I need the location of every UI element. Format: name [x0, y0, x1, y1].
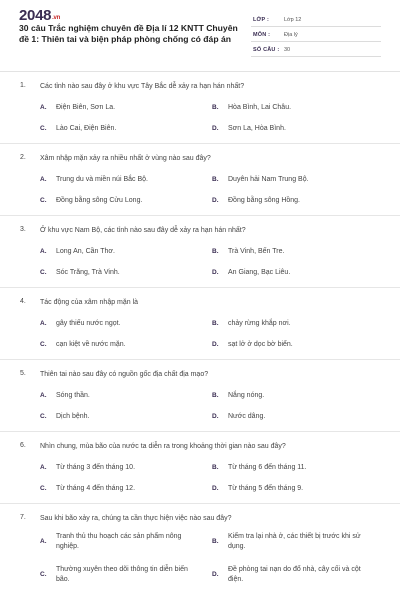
option-label: C. [40, 413, 47, 420]
option-text: Từ tháng 5 đến tháng 9. [228, 485, 304, 492]
option-label: A. [40, 320, 47, 327]
option-text: sạt lở ở dọc bờ biển. [228, 341, 293, 348]
question-text: Thiên tai nào sau đây có nguồn gốc địa chất địa mạo? [40, 371, 209, 378]
option-text: Đề phòng tai nạn do đổ nhà, cây cối và cột điện. [228, 566, 361, 583]
option-label: A. [40, 392, 47, 399]
option-label: B. [212, 392, 219, 399]
meta-subject [251, 28, 381, 42]
question-text: Các tỉnh nào sau đây ở khu vực Tây Bắc dễ xảy ra hạn hán nhất? [40, 83, 245, 90]
question-list [0, 72, 400, 600]
option-label: C. [40, 125, 47, 132]
option-text: Nước dâng. [228, 413, 266, 420]
question-text: Tác động của xâm nhập mặn là [40, 299, 139, 306]
meta-subject-value: Địa lý [284, 32, 298, 38]
option-text: Hòa Bình, Lai Châu. [228, 104, 292, 111]
option-text: Lào Cai, Điện Biên. [56, 125, 117, 132]
question-item [0, 216, 400, 288]
option-text: Từ tháng 4 đến tháng 12. [56, 485, 136, 492]
option-label: D. [212, 125, 219, 132]
option-text: Điện Biên, Sơn La. [56, 104, 116, 111]
option-label: B. [212, 104, 219, 111]
option-label: C. [40, 269, 47, 276]
option-text: Trà Vinh, Bến Tre. [228, 248, 285, 255]
option-label: A. [40, 464, 47, 471]
option-text: Đồng bằng sông Cửu Long. [56, 197, 143, 204]
question-item [0, 288, 400, 360]
question-text: Sau khi bão xảy ra, chúng ta cần thực hiện việc nào sau đây? [40, 515, 232, 522]
option-text: Long An, Cần Thơ. [56, 248, 115, 255]
option-text: Duyên hải Nam Trung Bộ. [228, 176, 309, 183]
option-text: Thường xuyên theo dõi thông tin diễn biến bão. [56, 566, 188, 583]
option-label: D. [212, 197, 219, 204]
question-text: Xâm nhập mặn xảy ra nhiều nhất ở vùng nào sau đây? [40, 155, 211, 162]
option-text: Tranh thủ thu hoạch các sản phẩm nông nghiệp. [56, 533, 182, 550]
option-text: chảy rừng khắp nơi. [228, 320, 291, 327]
option-text: cạn kiệt về nước mặn. [56, 341, 126, 348]
option-text: Sóng thần. [56, 392, 90, 399]
question-text: Nhìn chung, mùa bão của nước ta diễn ra trong khoảng thời gian nào sau đây? [40, 443, 286, 450]
question-text: Ở khu vực Nam Bộ, các tỉnh nào sau đây dễ xảy ra hạn hán nhất? [40, 227, 246, 234]
option-label: D. [212, 485, 219, 492]
option-label: D. [212, 341, 219, 348]
option-text: Đồng bằng sông Hồng. [228, 197, 300, 204]
document-title: 30 câu Trắc nghiệm chuyên đề Địa lí 12 KNTT Chuyên đề 1: Thiên tai và biện pháp phòng chống có đáp án [19, 23, 238, 44]
option-text: Nắng nóng. [228, 392, 265, 399]
option-label: B. [212, 464, 219, 471]
question-item [0, 72, 400, 144]
option-label: B. [212, 538, 219, 545]
question-item [0, 360, 400, 432]
option-label: A. [40, 104, 47, 111]
question-item [0, 432, 400, 504]
option-label: C. [40, 197, 47, 204]
meta-grade-value: Lớp 12 [284, 17, 302, 23]
option-text: Kiểm tra lại nhà ở, các thiết bị trước khi sử dụng. [228, 533, 361, 550]
question-number: 2. [20, 154, 26, 161]
option-text: Dịch bệnh. [56, 413, 90, 420]
question-number: 7. [20, 514, 26, 521]
option-label: D. [212, 413, 219, 420]
page-header [0, 0, 400, 64]
option-label: D. [212, 269, 219, 276]
meta-grade-key: LỚP : [253, 17, 269, 23]
option-label: D. [212, 571, 219, 578]
option-text: An Giang, Bạc Liêu. [228, 269, 291, 276]
option-text: gây thiếu nước ngọt. [56, 320, 121, 327]
option-text: Từ tháng 6 đến tháng 11. [228, 464, 307, 471]
meta-count-value: 30 [284, 47, 291, 53]
meta-grade [251, 13, 381, 27]
option-text: Sóc Trăng, Trà Vinh. [56, 269, 120, 276]
option-label: A. [40, 248, 47, 255]
site-logo[interactable] [19, 7, 60, 24]
meta-count-key: SỐ CÂU : [253, 47, 280, 53]
option-label: B. [212, 248, 219, 255]
question-number: 4. [20, 298, 26, 305]
question-item [0, 504, 400, 600]
question-number: 5. [20, 370, 26, 377]
meta-question-count [251, 43, 381, 57]
option-label: C. [40, 571, 47, 578]
question-number: 6. [20, 442, 26, 449]
option-label: C. [40, 341, 47, 348]
meta-subject-key: MÔN : [253, 32, 271, 38]
option-label: A. [40, 176, 47, 183]
option-label: B. [212, 320, 219, 327]
question-number: 1. [20, 82, 26, 89]
question-number: 3. [20, 226, 26, 233]
option-text: Trung du và miền núi Bắc Bộ. [56, 176, 148, 183]
question-item [0, 144, 400, 216]
option-text: Sơn La, Hòa Bình. [228, 125, 286, 132]
logo-text: 2048 [19, 7, 52, 24]
option-label: A. [40, 538, 47, 545]
option-label: C. [40, 485, 47, 492]
logo-suffix: .vn [52, 15, 60, 21]
option-text: Từ tháng 3 đến tháng 10. [56, 464, 136, 471]
option-label: B. [212, 176, 219, 183]
